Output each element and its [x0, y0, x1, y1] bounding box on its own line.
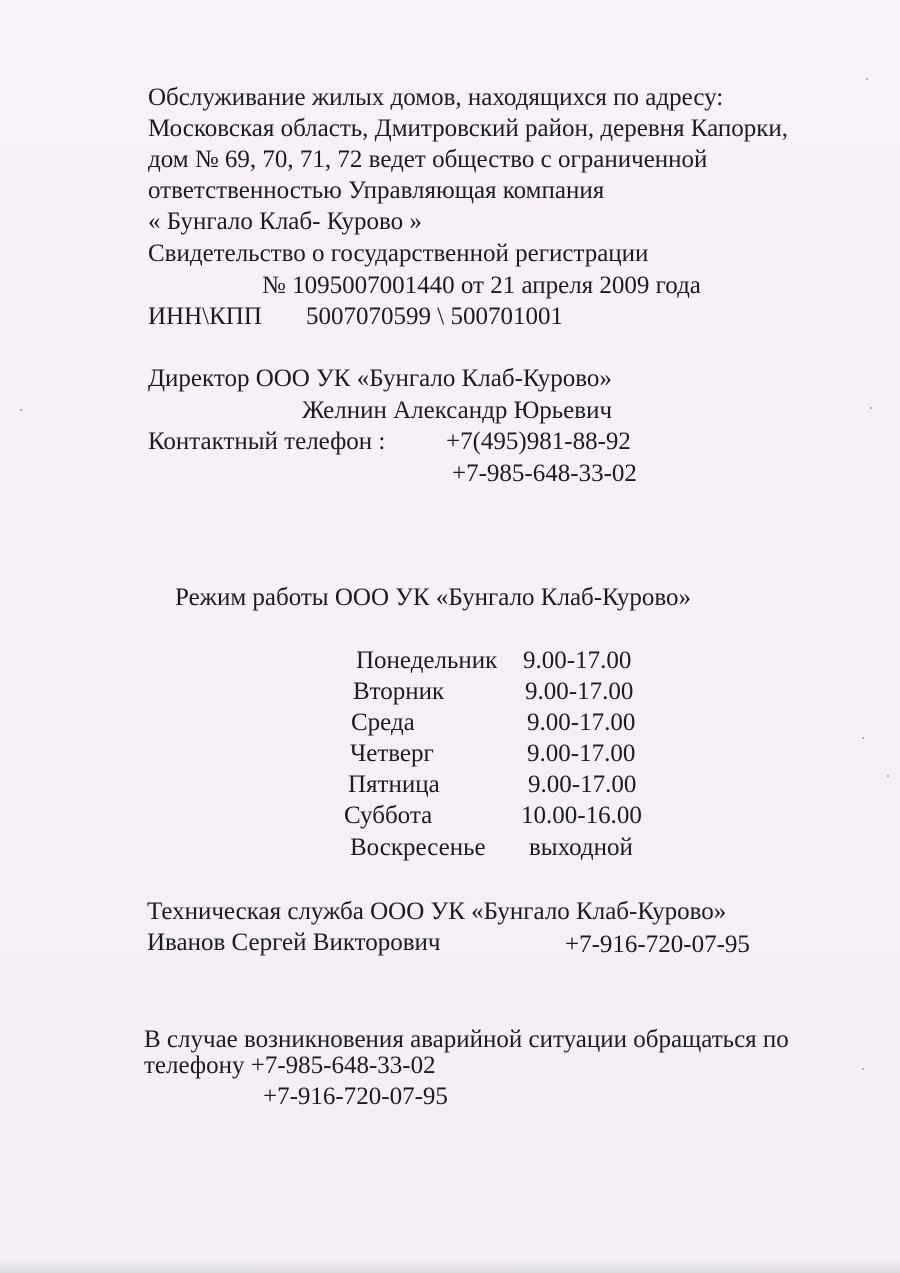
org-line-3: дом № 69, 70, 71, 72 ведет общество с ограниченной	[148, 146, 708, 173]
org-line-6: Свидетельство о государственной регистрации	[148, 240, 649, 267]
schedule-hours: 9.00-17.00	[525, 678, 634, 705]
schedule-day: Пятница	[348, 771, 440, 798]
tech-service-title: Техническая служба ООО УК «Бунгало Клаб-Курово»	[147, 898, 727, 925]
schedule-title: Режим работы ООО УК «Бунгало Клаб-Курово»	[175, 584, 692, 611]
phone-label: Контактный телефон :	[148, 428, 386, 455]
schedule-hours: 9.00-17.00	[528, 771, 637, 798]
org-line-4: ответственностью Управляющая компания	[148, 177, 605, 204]
schedule-day: Воскресенье	[350, 834, 486, 861]
emergency-phone-2: +7-916-720-07-95	[263, 1083, 448, 1110]
schedule-hours: 9.00-17.00	[527, 709, 636, 736]
emergency-line-1: В случае возникновения аварийной ситуации обращаться по	[144, 1026, 789, 1053]
registration-number: № 1095007001440 от 21 апреля 2009 года	[262, 272, 701, 299]
tech-service-phone: +7-916-720-07-95	[565, 931, 750, 958]
org-line-1: Обслуживание жилых домов, находящихся по адресу:	[148, 84, 724, 111]
director-name: Желнин Александр Юрьевич	[302, 397, 613, 424]
schedule-hours: 9.00-17.00	[523, 647, 632, 674]
schedule-day: Понедельник	[356, 647, 498, 674]
scan-speck	[887, 775, 889, 777]
director-phone-1: +7(495)981-88-92	[446, 428, 631, 455]
schedule-day: Вторник	[353, 678, 445, 705]
director-title: Директор ООО УК «Бунгало Клаб-Курово»	[148, 365, 612, 392]
inn-label: ИНН\КПП	[148, 303, 262, 330]
inn-value: 5007070599 \ 500701001	[306, 303, 563, 330]
tech-service-name: Иванов Сергей Викторович	[147, 929, 441, 956]
schedule-day: Среда	[351, 709, 415, 736]
schedule-day: Четверг	[350, 740, 434, 767]
director-phone-2: +7-985-648-33-02	[452, 460, 637, 487]
scan-speck	[20, 409, 22, 411]
scan-speck	[870, 407, 872, 409]
schedule-hours: выходной	[529, 834, 633, 861]
schedule-day: Суббота	[344, 802, 433, 829]
scan-speck	[862, 1068, 864, 1070]
org-line-2: Московская область, Дмитровский район, деревня Капорки,	[148, 115, 789, 142]
scan-speck	[862, 737, 864, 739]
scan-speck	[866, 78, 868, 80]
org-line-5: « Бунгало Клаб- Курово »	[148, 208, 422, 235]
schedule-hours: 9.00-17.00	[527, 740, 636, 767]
emergency-line-2: телефону +7-985-648-33-02	[144, 1052, 436, 1079]
schedule-hours: 10.00-16.00	[521, 802, 642, 829]
